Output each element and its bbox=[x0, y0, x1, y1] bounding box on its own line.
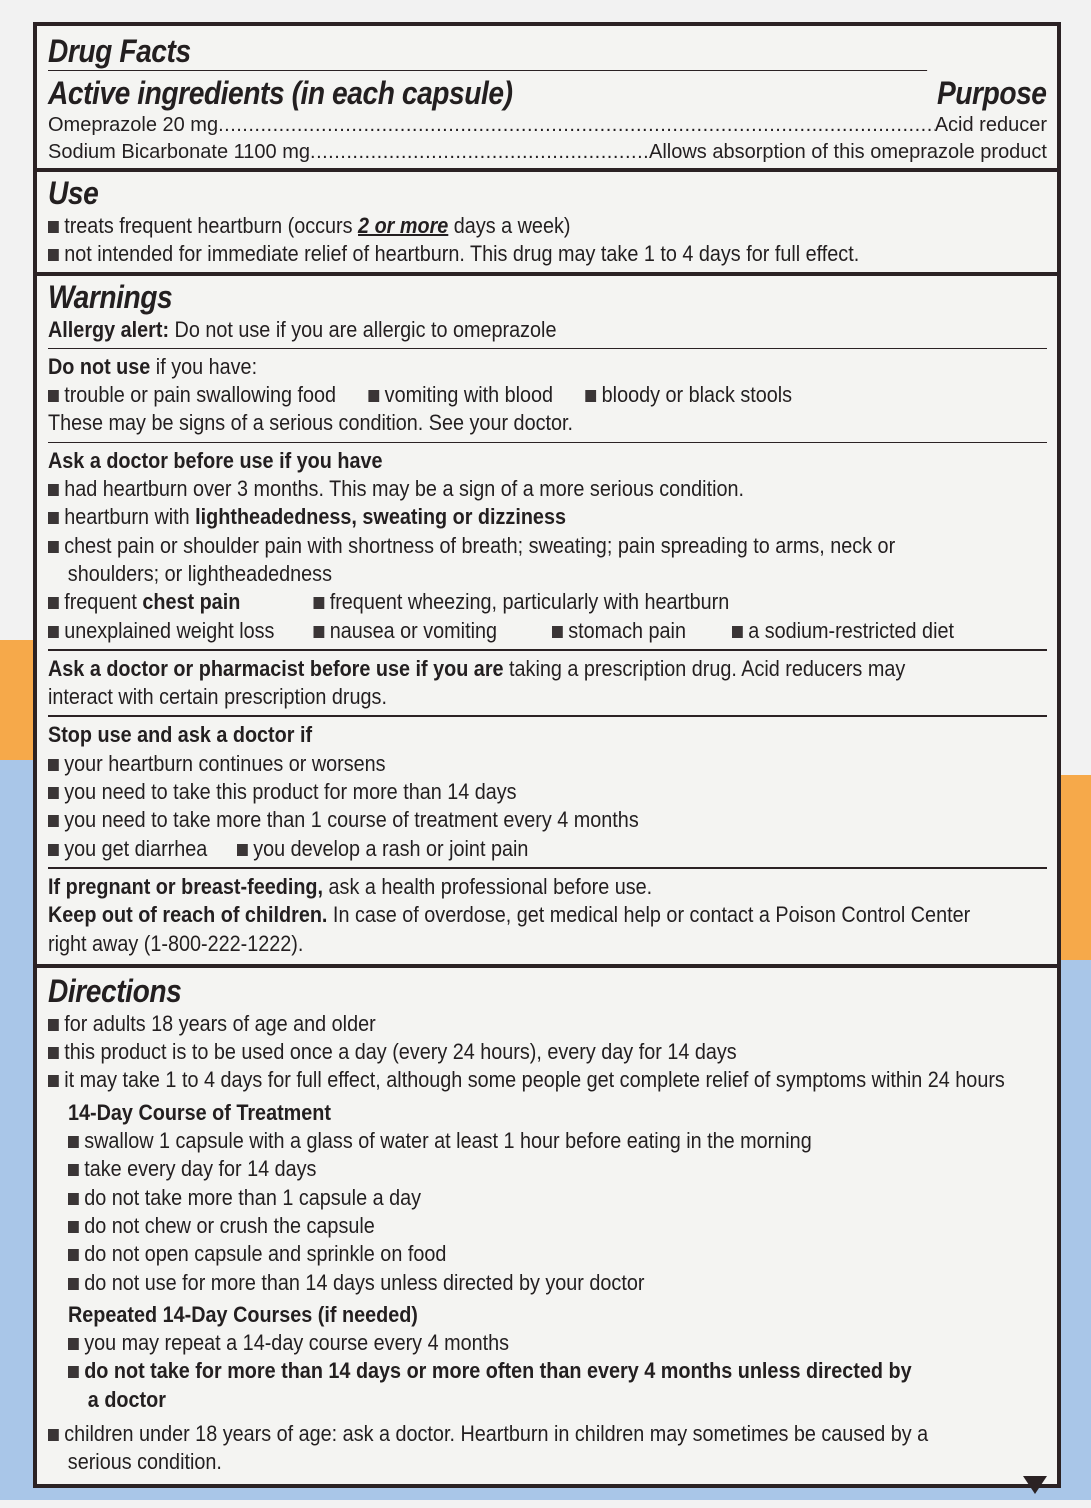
stop-use-item: you need to take this product for more than 14 days bbox=[48, 778, 947, 806]
course-item: take every day for 14 days bbox=[68, 1155, 949, 1183]
continue-triangle-icon bbox=[1023, 1476, 1047, 1494]
pregnancy-text: ask a health professional before use. bbox=[323, 873, 653, 899]
stop-use-heading: Stop use and ask a doctor if bbox=[48, 722, 313, 748]
course-item: do not use for more than 14 days unless directed by your doctor bbox=[68, 1269, 949, 1297]
poison-control-text: right away (1-800-222-1222). bbox=[48, 930, 304, 956]
pregnancy-label: If pregnant or breast-feeding, bbox=[48, 873, 324, 899]
ask-doctor-item: frequent wheezing, particularly with heartburn bbox=[314, 589, 730, 614]
stop-use-item: you need to take more than 1 course of treatment every 4 months bbox=[48, 806, 947, 834]
ask-doctor-row bbox=[48, 617, 954, 645]
drug-facts-title: Drug Facts bbox=[48, 26, 927, 71]
do-not-use-label: Do not use bbox=[48, 353, 151, 379]
children-item-continued: serious condition. bbox=[67, 1449, 222, 1475]
repeat-heading: Repeated 14-Day Courses (if needed) bbox=[68, 1301, 418, 1327]
allergy-alert bbox=[48, 316, 947, 348]
ingredient-purpose: Allows absorption of this omeprazole product bbox=[649, 141, 1047, 163]
ask-doctor-item-text: heartburn with bbox=[64, 504, 196, 530]
directions-item: for adults 18 years of age and older bbox=[48, 1010, 947, 1038]
active-ingredients-section bbox=[37, 26, 1057, 172]
ask-doctor-item: unexplained weight loss bbox=[48, 617, 314, 645]
use-item-text: treats frequent heartburn (occurs bbox=[64, 213, 359, 238]
do-not-use-note: These may be signs of a serious condition. See your doctor. bbox=[48, 410, 573, 436]
active-ingredients-heading: Active ingredients (in each capsule) bbox=[48, 75, 513, 111]
ask-doctor-item-continued: shoulders; or lightheadedness bbox=[67, 560, 332, 586]
ask-doctor-item-bold: lightheadedness, sweating or dizziness bbox=[195, 504, 566, 530]
course-heading: 14-Day Course of Treatment bbox=[68, 1099, 331, 1125]
leader-dots bbox=[218, 112, 935, 139]
ask-doctor-item: had heartburn over 3 months. This may be a sign of a more serious condition. bbox=[48, 475, 947, 503]
ingredient-row bbox=[48, 112, 1047, 139]
course-item: do not open capsule and sprinkle on food bbox=[68, 1240, 949, 1268]
purpose-heading: Purpose bbox=[937, 75, 1047, 111]
ask-pharmacist-label: Ask a doctor or pharmacist before use if you are bbox=[48, 655, 504, 681]
directions-item: this product is to be used once a day (every 24 hours), every day for 14 days bbox=[48, 1038, 947, 1066]
use-item bbox=[48, 212, 947, 240]
stop-use-item: your heartburn continues or worsens bbox=[48, 750, 947, 778]
do-not-use-list bbox=[48, 381, 947, 409]
course-item: do not take more than 1 capsule a day bbox=[68, 1184, 949, 1212]
ask-doctor-heading: Ask a doctor before use if you have bbox=[48, 447, 383, 473]
ask-doctor-item bbox=[48, 503, 947, 531]
children-item: children under 18 years of age: ask a doctor. Heartburn in children may sometimes be caused by a bbox=[48, 1414, 947, 1448]
ask-doctor-item: a sodium-restricted diet bbox=[732, 618, 954, 643]
ask-doctor-item-bold: chest pain bbox=[142, 589, 241, 615]
stop-use-item: you develop a rash or joint pain bbox=[237, 836, 528, 861]
allergy-text: Do not use if you are allergic to omeprazole bbox=[169, 316, 557, 342]
do-not-use-item: vomiting with blood bbox=[368, 382, 553, 407]
ingredient-row bbox=[48, 139, 1047, 166]
repeat-item: you may repeat a 14-day course every 4 months bbox=[68, 1329, 949, 1357]
do-not-use-text: if you have: bbox=[150, 353, 258, 379]
stop-use-row bbox=[48, 835, 947, 863]
do-not-use-item: trouble or pain swallowing food bbox=[48, 382, 336, 407]
ask-doctor-item: stomach pain bbox=[552, 617, 732, 645]
course-item: swallow 1 capsule with a glass of water at least 1 hour before eating in the morning bbox=[68, 1127, 949, 1155]
warnings-section bbox=[37, 276, 1057, 968]
repeat-item: do not take for more than 14 days or more often than every 4 months unless directed by bbox=[68, 1357, 949, 1385]
warnings-heading: Warnings bbox=[48, 278, 173, 315]
stop-use-item: you get diarrhea bbox=[48, 835, 237, 863]
directions-heading: Directions bbox=[48, 972, 182, 1009]
do-not-use-block bbox=[48, 348, 1047, 442]
keep-out-text: In case of overdose, get medical help or contact a Poison Control Center bbox=[327, 902, 971, 928]
directions-section bbox=[37, 968, 1057, 1508]
allergy-label: Allergy alert: bbox=[48, 316, 170, 342]
use-heading: Use bbox=[48, 175, 99, 211]
ask-doctor-row bbox=[48, 588, 947, 616]
pregnancy-block bbox=[48, 867, 1047, 962]
background-orange-right bbox=[1061, 775, 1091, 960]
do-not-use-item: bloody or black stools bbox=[585, 382, 792, 407]
ask-pharmacist-block bbox=[48, 649, 1047, 716]
keep-out-label: Keep out of reach of children. bbox=[48, 902, 328, 928]
ask-doctor-item bbox=[48, 588, 314, 616]
background-blue-right bbox=[1061, 960, 1091, 1500]
ingredient-name: Sodium Bicarbonate 1100 mg bbox=[48, 141, 311, 163]
ingredient-name: Omeprazole 20 mg bbox=[48, 114, 219, 136]
drug-facts-panel bbox=[33, 22, 1061, 1488]
directions-item: it may take 1 to 4 days for full effect, although some people get complete relief of symptoms within 24 hours bbox=[48, 1066, 947, 1094]
ask-doctor-item-text: frequent bbox=[64, 589, 143, 615]
use-section bbox=[37, 172, 1057, 276]
repeat-item-continued: a doctor bbox=[87, 1386, 166, 1412]
ask-pharmacist-text: interact with certain prescription drugs. bbox=[48, 684, 387, 710]
ask-doctor-item: chest pain or shoulder pain with shortness of breath; sweating; pain spreading to arms, neck or bbox=[48, 532, 947, 560]
leader-dots bbox=[310, 139, 649, 166]
course-item: do not chew or crush the capsule bbox=[68, 1212, 949, 1240]
use-item-text: days a week) bbox=[448, 213, 571, 238]
ingredient-purpose: Acid reducer bbox=[934, 114, 1047, 136]
use-item-emphasis: 2 or more bbox=[358, 213, 449, 238]
ask-doctor-block bbox=[48, 442, 1047, 649]
ask-doctor-item: nausea or vomiting bbox=[314, 617, 553, 645]
stop-use-block bbox=[48, 715, 1047, 866]
ask-pharmacist-text: taking a prescription drug. Acid reducers may bbox=[503, 655, 906, 681]
use-item: not intended for immediate relief of heartburn. This drug may take 1 to 4 days for full effect. bbox=[48, 240, 947, 268]
